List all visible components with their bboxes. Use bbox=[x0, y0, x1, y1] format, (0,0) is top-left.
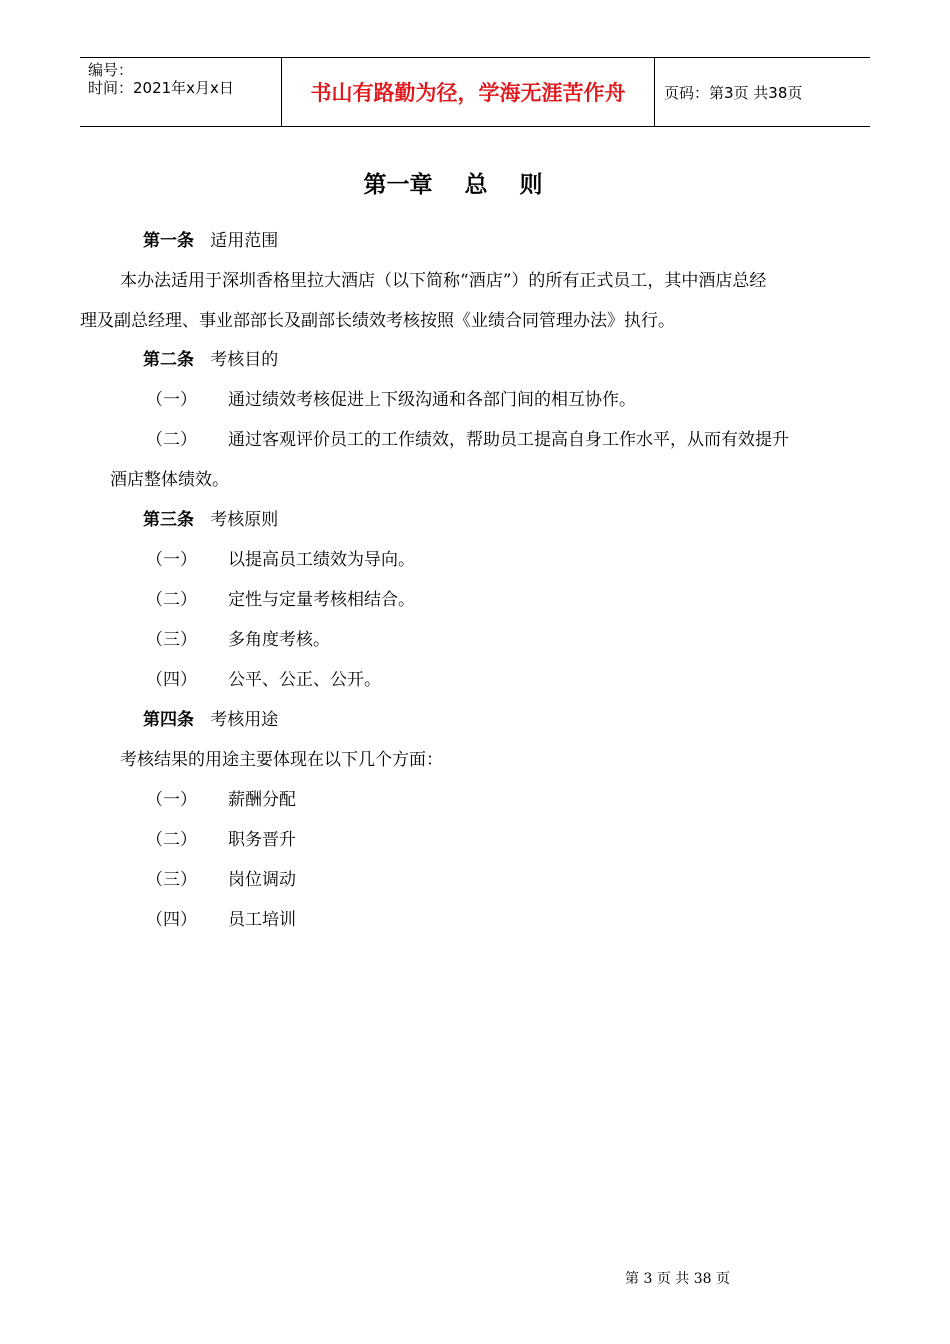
list-item bbox=[146, 548, 415, 572]
item-text: 职务晋升 bbox=[228, 830, 296, 850]
item-text: 通过客观评价员工的工作绩效，帮助员工提高自身工作水平，从而有效提升 bbox=[228, 430, 789, 450]
paragraph-line: 考核结果的用途主要体现在以下几个方面： bbox=[120, 750, 443, 770]
chapter-title: 第一章 总 则 bbox=[363, 172, 543, 198]
article-2-heading bbox=[143, 348, 278, 372]
item-text: 通过绩效考核促进上下级沟通和各部门间的相互协作。 bbox=[228, 390, 636, 410]
article-title: 适用范围 bbox=[210, 231, 279, 251]
article-3-heading bbox=[143, 508, 278, 532]
page-header bbox=[80, 57, 870, 127]
paragraph-line: 本办法适用于深圳香格里拉大酒店（以下简称“酒店”）的所有正式员工，其中酒店总经 bbox=[120, 271, 767, 291]
time-label: 时间：2021年x月x日 bbox=[88, 79, 234, 97]
article-1-heading bbox=[143, 229, 278, 253]
item-text: 员工培训 bbox=[228, 910, 296, 930]
list-item bbox=[146, 828, 296, 852]
list-item bbox=[146, 668, 381, 692]
list-item bbox=[146, 628, 330, 652]
article-number: 第三条 bbox=[143, 510, 194, 530]
item-text: 岗位调动 bbox=[228, 870, 296, 890]
list-item bbox=[146, 908, 296, 932]
item-number: （一） bbox=[146, 390, 197, 410]
article-title: 考核用途 bbox=[210, 710, 279, 730]
list-item bbox=[146, 868, 296, 892]
header-page-info: 页码：第3页 共38页 bbox=[664, 83, 803, 102]
item-text: 公平、公正、公开。 bbox=[228, 670, 381, 690]
article-number: 第二条 bbox=[143, 350, 194, 370]
article-number: 第四条 bbox=[143, 710, 194, 730]
item-number: （二） bbox=[146, 830, 197, 850]
item-text: 定性与定量考核相结合。 bbox=[228, 590, 415, 610]
page-footer: 第 3 页 共 38 页 bbox=[625, 1271, 730, 1287]
item-text: 薪酬分配 bbox=[228, 790, 296, 810]
item-number: （三） bbox=[146, 870, 197, 890]
article-4-heading bbox=[143, 708, 278, 732]
item-number: （一） bbox=[146, 790, 197, 810]
item-number: （二） bbox=[146, 430, 197, 450]
header-left bbox=[80, 58, 281, 126]
item-text: 以提高员工绩效为导向。 bbox=[228, 550, 415, 570]
item-text: 多角度考核。 bbox=[228, 630, 330, 650]
list-item bbox=[146, 388, 636, 412]
item-continuation: 酒店整体绩效。 bbox=[110, 470, 229, 490]
item-number: （四） bbox=[146, 670, 197, 690]
item-number: （四） bbox=[146, 910, 197, 930]
list-item bbox=[146, 428, 789, 452]
list-item bbox=[146, 588, 415, 612]
code-label: 编号： bbox=[88, 61, 134, 79]
paragraph-line: 理及副总经理、事业部部长及副部长绩效考核按照《业绩合同管理办法》执行。 bbox=[80, 311, 675, 331]
article-title: 考核目的 bbox=[210, 350, 279, 370]
item-number: （二） bbox=[146, 590, 197, 610]
list-item bbox=[146, 788, 296, 812]
article-number: 第一条 bbox=[143, 231, 194, 251]
header-motto: 书山有路勤为径，学海无涯苦作舟 bbox=[281, 58, 655, 126]
item-number: （一） bbox=[146, 550, 197, 570]
item-number: （三） bbox=[146, 630, 197, 650]
article-title: 考核原则 bbox=[210, 510, 279, 530]
